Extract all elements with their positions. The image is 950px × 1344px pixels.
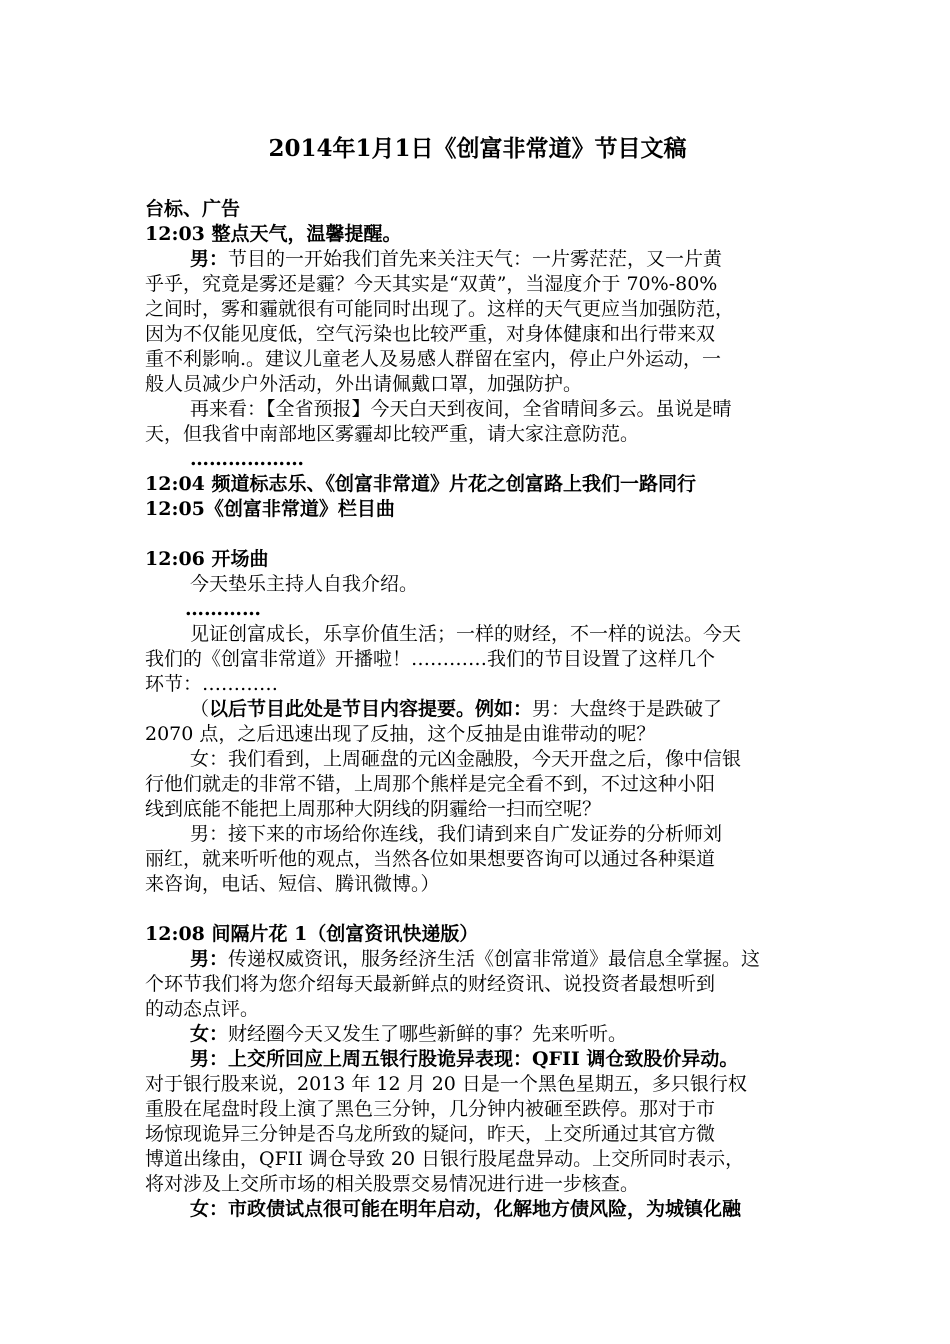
paragraph-line: 因为不仅能见度低，空气污染也比较严重，对身体健康和出行带来双 bbox=[145, 323, 716, 345]
paragraph-line bbox=[145, 1022, 810, 1047]
paragraph-line: 博道出缘由，QFII 调仓导致 20 日银行股尾盘异动。上交所同时表示， bbox=[145, 1148, 745, 1170]
paragraph-line: 之间时，雾和霾就很有可能同时出现了。这样的天气更应当加强防范， bbox=[145, 298, 735, 320]
paragraph-line: 的动态点评。 bbox=[145, 998, 260, 1020]
paragraph-line bbox=[145, 697, 810, 722]
paragraph-line: 对于银行股来说，2013 年 12 月 20 日是一个黑色星期五，多只银行权 bbox=[145, 1073, 747, 1095]
paragraph-line: 将对涉及上交所市场的相关股票交易情况进行进一步核查。 bbox=[145, 1173, 640, 1195]
paragraph-line: 乎乎，究竟是雾还是霾？今天其实是“双黄”，当湿度介于 70%-80% bbox=[145, 273, 718, 295]
ellipsis-line: ………… bbox=[185, 598, 261, 620]
paragraph-line: 见证创富成长，乐享价值生活；一样的财经，不一样的说法。今天 bbox=[190, 623, 742, 645]
paragraph-line: 女：我们看到，上周砸盘的元凶金融股，今天开盘之后，像中信银 bbox=[190, 748, 742, 770]
section-heading: 12:04 频道标志乐、《创富非常道》片花之创富路上我们一路同行 bbox=[145, 473, 697, 495]
blank-line bbox=[145, 897, 810, 922]
paragraph-line: 丽红，就来听听他的观点，当然各位如果想要咨询可以通过各种渠道 bbox=[145, 848, 716, 870]
paragraph-text: 男：大盘终于是跌破了 bbox=[532, 698, 723, 720]
open-paren: （ bbox=[190, 698, 210, 720]
paragraph-line: 2070 点，之后迅速出现了反抽，这个反抽是由谁带动的呢？ bbox=[145, 723, 656, 745]
paragraph-line: 线到底能不能把上周那种大阴线的阴霾给一扫而空呢？ bbox=[145, 798, 602, 820]
paragraph-line: 重股在尾盘时段上演了黑色三分钟，几分钟内被砸至跌停。那对于市 bbox=[145, 1098, 716, 1120]
paragraph-line: 般人员减少户外活动，外出请佩戴口罩，加强防护。 bbox=[145, 373, 583, 395]
paragraph-line: 男：接下来的市场给你连线，我们请到来自广发证券的分析师刘 bbox=[190, 823, 723, 845]
ellipsis-line: ……………… bbox=[190, 448, 304, 470]
document-title: 2014年1月1日《创富非常道》节目文稿 bbox=[268, 135, 687, 162]
paragraph-text: 财经圈今天又发生了哪些新鲜的事？先来听听。 bbox=[228, 1023, 628, 1045]
news-headline: 女：市政债试点很可能在明年启动，化解地方债风险，为城镇化融 bbox=[190, 1198, 742, 1220]
section-heading: 12:06 开场曲 bbox=[145, 548, 269, 570]
section-heading: 12:08 间隔片花 1（创富资讯快递版） bbox=[145, 923, 479, 945]
paragraph-line: 重不利影响.。建议儿童老人及易感人群留在室内，停止户外运动，一 bbox=[145, 348, 722, 370]
paragraph-line: 来咨询，电话、短信、腾讯微博。） bbox=[145, 873, 440, 895]
bold-note: 以后节目此处是节目内容提要。例如： bbox=[209, 698, 533, 720]
speaker-label: 女： bbox=[190, 1023, 229, 1045]
paragraph-line: 天，但我省中南部地区雾霾却比较严重，请大家注意防范。 bbox=[145, 423, 640, 445]
paragraph-line: 我们的《创富非常道》开播啦！…………我们的节目设置了这样几个 bbox=[145, 648, 716, 670]
section-heading: 12:05《创富非常道》栏目曲 bbox=[145, 498, 395, 520]
paragraph-text: 节目的一开始我们首先来关注天气：一片雾茫茫，又一片黄 bbox=[228, 248, 723, 270]
speaker-label: 男： bbox=[190, 248, 229, 270]
paragraph-line: 行他们就走的非常不错，上周那个熊样是完全看不到，不过这种小阳 bbox=[145, 773, 716, 795]
paragraph-line bbox=[145, 947, 810, 972]
document-body bbox=[145, 197, 810, 1222]
paragraph-line: 场惊现诡异三分钟是否乌龙所致的疑问，昨天，上交所通过其官方微 bbox=[145, 1123, 716, 1145]
news-headline: 男：上交所回应上周五银行股诡异表现：QFII 调仓致股价异动。 bbox=[190, 1048, 739, 1070]
paragraph-text: 传递权威资讯，服务经济生活《创富非常道》最信息全掌握。这 bbox=[228, 948, 761, 970]
section-heading: 12:03 整点天气，温馨提醒。 bbox=[145, 223, 402, 245]
paragraph-line: 再来看：【全省预报】今天白天到夜间，全省晴间多云。虽说是晴 bbox=[190, 398, 732, 420]
paragraph-line bbox=[145, 247, 810, 272]
paragraph-line: 个环节我们将为您介绍每天最新鲜点的财经资讯、说投资者最想听到 bbox=[145, 973, 716, 995]
section-heading: 台标、广告 bbox=[145, 198, 241, 220]
blank-line bbox=[145, 522, 810, 547]
paragraph-line: 今天垫乐主持人自我介绍。 bbox=[190, 573, 419, 595]
paragraph-line: 环节：………… bbox=[145, 673, 279, 695]
speaker-label: 男： bbox=[190, 948, 229, 970]
